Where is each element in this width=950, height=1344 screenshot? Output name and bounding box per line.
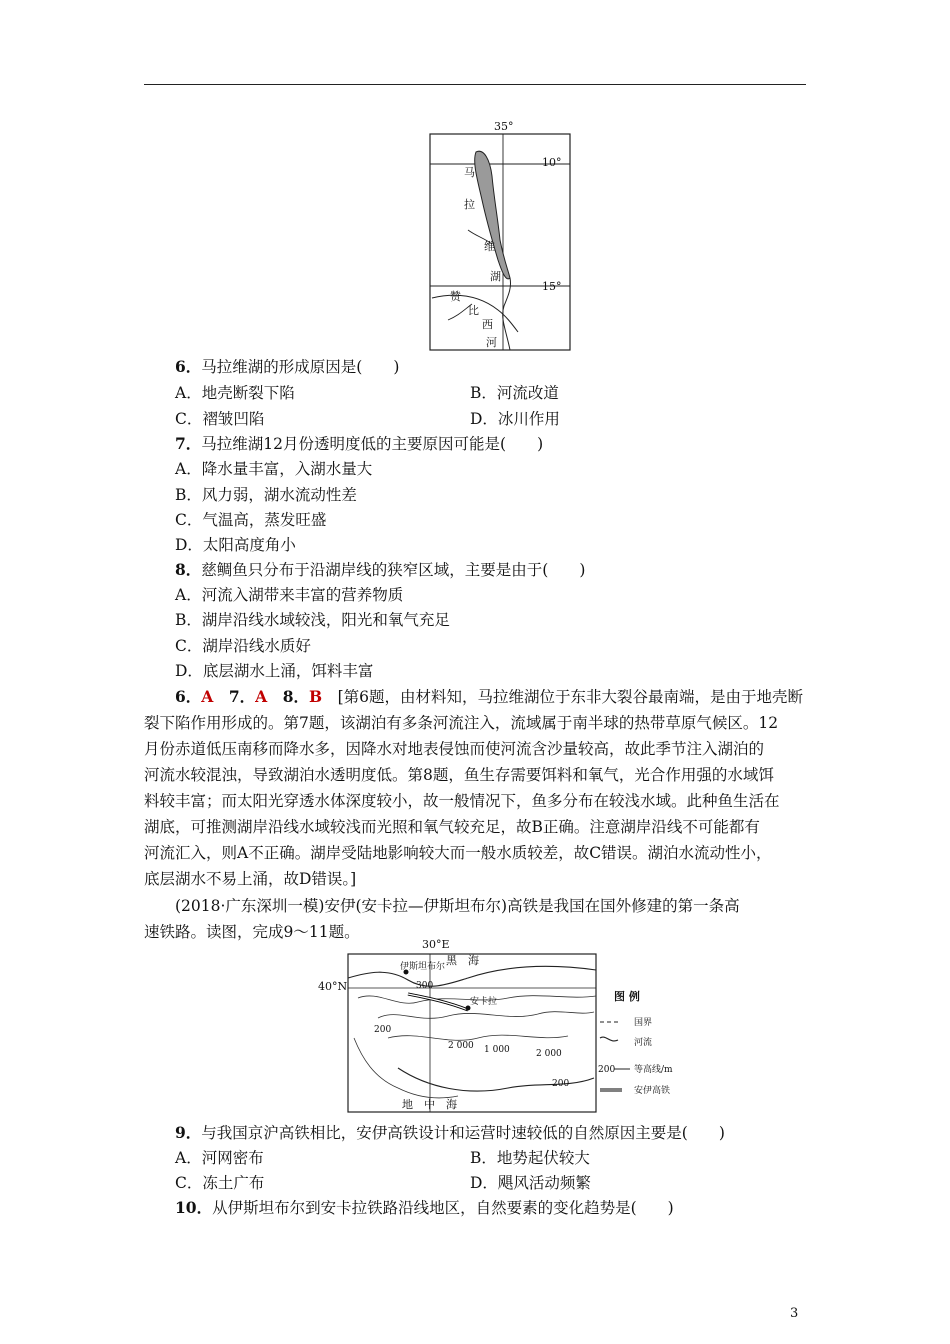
contour-label: 200 (374, 1025, 392, 1035)
latitude-top-label: 10° (542, 156, 562, 169)
contour-label: 200 (552, 1079, 570, 1089)
lake-label-char: 马 (464, 166, 475, 179)
lake-label-char: 湖 (490, 270, 501, 283)
longitude-label: 35° (494, 120, 514, 133)
question-7: 7．马拉维湖12月份透明度低的主要原因可能是( ) (175, 434, 544, 453)
lake-label-char: 拉 (464, 198, 475, 211)
answer-line: 裂下陷作用形成的。第7题，该湖泊有多条河流注入，流域属于南半球的热带草原气候区。12 (144, 714, 779, 732)
question-9: 9．与我国京沪高铁相比，安伊高铁设计和运营时速较低的自然原因主要是( ) (175, 1123, 725, 1142)
legend-title: 图 例 (614, 990, 640, 1003)
turkey-rail-map (318, 938, 688, 1118)
question-8: 8．慈鲷鱼只分布于沿湖岸线的狭窄区域，主要是由于( ) (175, 560, 586, 579)
option: C．褶皱凹陷 (175, 410, 265, 428)
lake-malawi-map (428, 120, 578, 352)
longitude-label: 30°E (422, 938, 450, 951)
lake-label-char: 维 (484, 240, 495, 253)
intro-line-1: (2018·广东深圳一模)安伊(安卡拉—伊斯坦布尔)高铁是我国在国外修建的第一条高 (175, 897, 740, 915)
option: D．太阳高度角小 (175, 536, 296, 554)
answer-line: 料较丰富；而太阳光穿透水体深度较小，故一般情况下，鱼多分布在较浅水域。此种鱼生活在 (144, 792, 780, 810)
option: A．地壳断裂下陷 (175, 384, 295, 402)
option: B．河流改道 (470, 384, 559, 402)
contour-label: 300 (416, 981, 434, 991)
option: B．地势起伏较大 (470, 1149, 590, 1167)
contour-label: 1 000 (484, 1045, 510, 1055)
ankara-label: 安卡拉 (470, 997, 498, 1007)
option: C．湖岸沿线水质好 (175, 637, 311, 655)
option: A．降水量丰富，入湖水量大 (175, 460, 373, 478)
answer-line-1: 6．A 7．A 8．B [第6题，由材料知，马拉维湖位于东非大裂谷最南端，是由于地壳断 (175, 687, 804, 706)
contour-label: 2 000 (536, 1049, 562, 1059)
question-10: 10．从伊斯坦布尔到安卡拉铁路沿线地区，自然要素的变化趋势是( ) (175, 1198, 674, 1217)
header-rule (144, 84, 806, 85)
answer-line: 湖底，可推测湖岸沿线水域较浅而光照和氧气较充足，故B正确。注意湖岸沿线不可能都有 (144, 818, 760, 836)
legend-border: 国界 (634, 1018, 653, 1028)
river-label-char: 比 (468, 304, 479, 317)
option: C．冻土广布 (175, 1174, 265, 1192)
option: D．飓风活动频繁 (470, 1174, 591, 1192)
option: A．河网密布 (175, 1149, 264, 1167)
option: C．气温高，蒸发旺盛 (175, 511, 327, 529)
latitude-bottom-label: 15° (542, 280, 562, 293)
option: A．河流入湖带来丰富的营养物质 (175, 586, 404, 604)
river-label-char: 河 (486, 336, 497, 349)
option: D．底层湖水上涌，饵料丰富 (175, 662, 374, 680)
legend-contour-value: 200 (598, 1065, 616, 1075)
option: B．风力弱，湖水流动性差 (175, 486, 357, 504)
legend-contour: 等高线/m (634, 1065, 673, 1075)
river-label-char: 西 (482, 318, 493, 331)
option: D．冰川作用 (470, 410, 560, 428)
answer-line: 河流水较混浊，导致湖泊水透明度低。第8题，鱼生存需要饵料和氧气，光合作用强的水域饵 (144, 766, 774, 784)
istanbul-label: 伊斯坦布尔 (400, 962, 446, 972)
river-label-char: 赞 (450, 290, 461, 303)
mediterranean-label: 地 中 海 (402, 1098, 457, 1111)
answer-line: 底层湖水不易上涌，故D错误。] (144, 870, 357, 888)
contour-label: 2 000 (448, 1041, 474, 1051)
answer-line: 月份赤道低压南移而降水多，因降水对地表侵蚀而使河流含沙量较高，故此季节注入湖泊的 (144, 740, 765, 758)
legend-railway: 安伊高铁 (634, 1086, 671, 1096)
answer-line: 河流汇入，则A不正确。湖岸受陆地影响较大而一般水质较差，故C错误。湖泊水流动性小， (144, 844, 772, 862)
option: B．湖岸沿线水域较浅，阳光和氧气充足 (175, 611, 450, 629)
intro-line-2: 速铁路。读图，完成9～11题。 (144, 923, 360, 941)
black-sea-label: 黑 海 (446, 954, 479, 967)
page-number: 3 (790, 1306, 799, 1321)
question-6: 6．马拉维湖的形成原因是( ) (175, 357, 400, 376)
latitude-label: 40°N (318, 980, 348, 993)
legend-river: 河流 (634, 1038, 653, 1048)
